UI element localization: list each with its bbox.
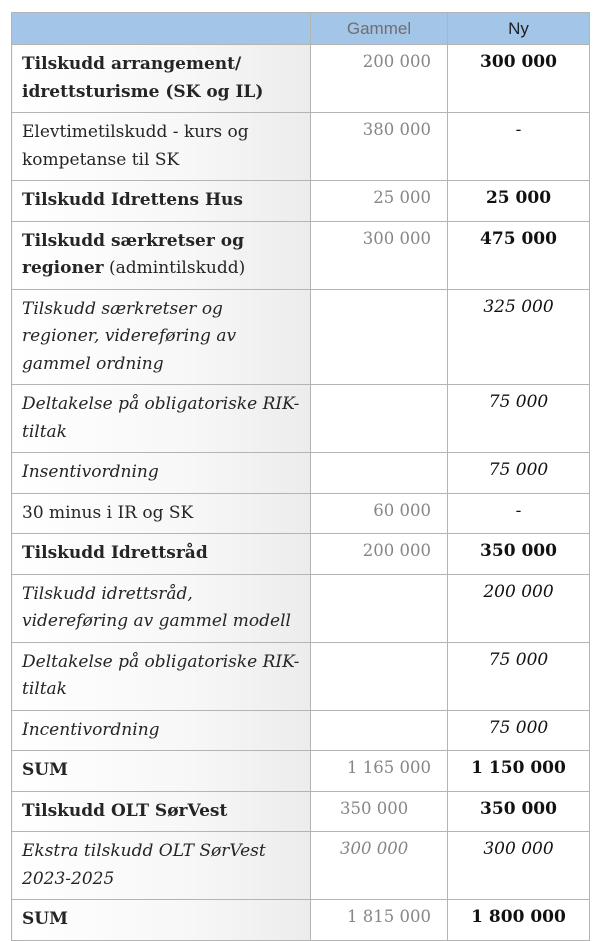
row-old-value: 1 165 000 — [311, 751, 448, 792]
row-old-value — [311, 642, 448, 710]
row-new-value: 1 800 000 — [448, 900, 590, 941]
row-label: Tilskudd OLT SørVest — [12, 791, 311, 832]
table-row — [12, 642, 590, 710]
row-new-value: 300 000 — [448, 832, 590, 900]
row-new-value: 475 000 — [448, 221, 590, 289]
table-row — [12, 534, 590, 575]
row-label: Tilskudd særkretser og regioner, videreføring av gammel ordning — [12, 289, 311, 385]
row-new-value: 325 000 — [448, 289, 590, 385]
table-row — [12, 832, 590, 900]
table-row — [12, 221, 590, 289]
row-new-value: 75 000 — [448, 710, 590, 751]
table-row — [12, 453, 590, 494]
row-old-value — [311, 453, 448, 494]
table-header-row — [12, 13, 590, 45]
row-old-value: 200 000 — [311, 534, 448, 575]
row-new-value: 300 000 — [448, 45, 590, 113]
row-label: Insentivordning — [12, 453, 311, 494]
table-row — [12, 181, 590, 222]
table-row — [12, 574, 590, 642]
row-old-value — [311, 289, 448, 385]
row-label: Incentivordning — [12, 710, 311, 751]
row-new-value: 25 000 — [448, 181, 590, 222]
row-new-value: 350 000 — [448, 791, 590, 832]
row-new-value: 75 000 — [448, 385, 590, 453]
row-new-value: - — [448, 493, 590, 534]
row-new-value: 1 150 000 — [448, 751, 590, 792]
header-new: Ny — [448, 13, 590, 45]
row-label: 30 minus i IR og SK — [12, 493, 311, 534]
row-new-value: 350 000 — [448, 534, 590, 575]
row-label: Tilskudd særkretser og regioner (admintilskudd) — [12, 221, 311, 289]
row-label: SUM — [12, 900, 311, 941]
row-old-value: 60 000 — [311, 493, 448, 534]
table-row — [12, 113, 590, 181]
row-label-suffix: (admintilskudd) — [103, 258, 246, 278]
row-label: Elevtimetilskudd - kurs og kompetanse til SK — [12, 113, 311, 181]
table-row — [12, 385, 590, 453]
header-old: Gammel — [311, 13, 448, 45]
row-old-value: 1 815 000 — [311, 900, 448, 941]
row-label: Deltakelse på obligatoriske RIK-tiltak — [12, 642, 311, 710]
row-new-value: 75 000 — [448, 642, 590, 710]
row-old-value: 25 000 — [311, 181, 448, 222]
row-old-value: 300 000 — [311, 221, 448, 289]
row-label: Ekstra tilskudd OLT SørVest 2023-2025 — [12, 832, 311, 900]
table-row — [12, 710, 590, 751]
row-new-value: 200 000 — [448, 574, 590, 642]
row-old-value — [311, 385, 448, 453]
row-old-value — [311, 710, 448, 751]
table-row — [12, 45, 590, 113]
table-row — [12, 791, 590, 832]
row-old-value: 300 000 — [311, 832, 448, 900]
sum-row — [12, 751, 590, 792]
table-row — [12, 493, 590, 534]
row-label: Tilskudd arrangement/ idrettsturisme (SK og IL) — [12, 45, 311, 113]
row-old-value — [311, 574, 448, 642]
row-old-value: 380 000 — [311, 113, 448, 181]
row-label: Tilskudd idrettsråd, videreføring av gammel modell — [12, 574, 311, 642]
row-old-value: 350 000 — [311, 791, 448, 832]
row-label: Tilskudd Idrettens Hus — [12, 181, 311, 222]
row-label: Tilskudd Idrettsråd — [12, 534, 311, 575]
row-new-value: - — [448, 113, 590, 181]
table-row — [12, 289, 590, 385]
row-old-value: 200 000 — [311, 45, 448, 113]
header-blank — [12, 13, 311, 45]
row-label: Deltakelse på obligatoriske RIK-tiltak — [12, 385, 311, 453]
row-label: SUM — [12, 751, 311, 792]
row-new-value: 75 000 — [448, 453, 590, 494]
sum-row — [12, 900, 590, 941]
budget-table — [11, 12, 590, 941]
